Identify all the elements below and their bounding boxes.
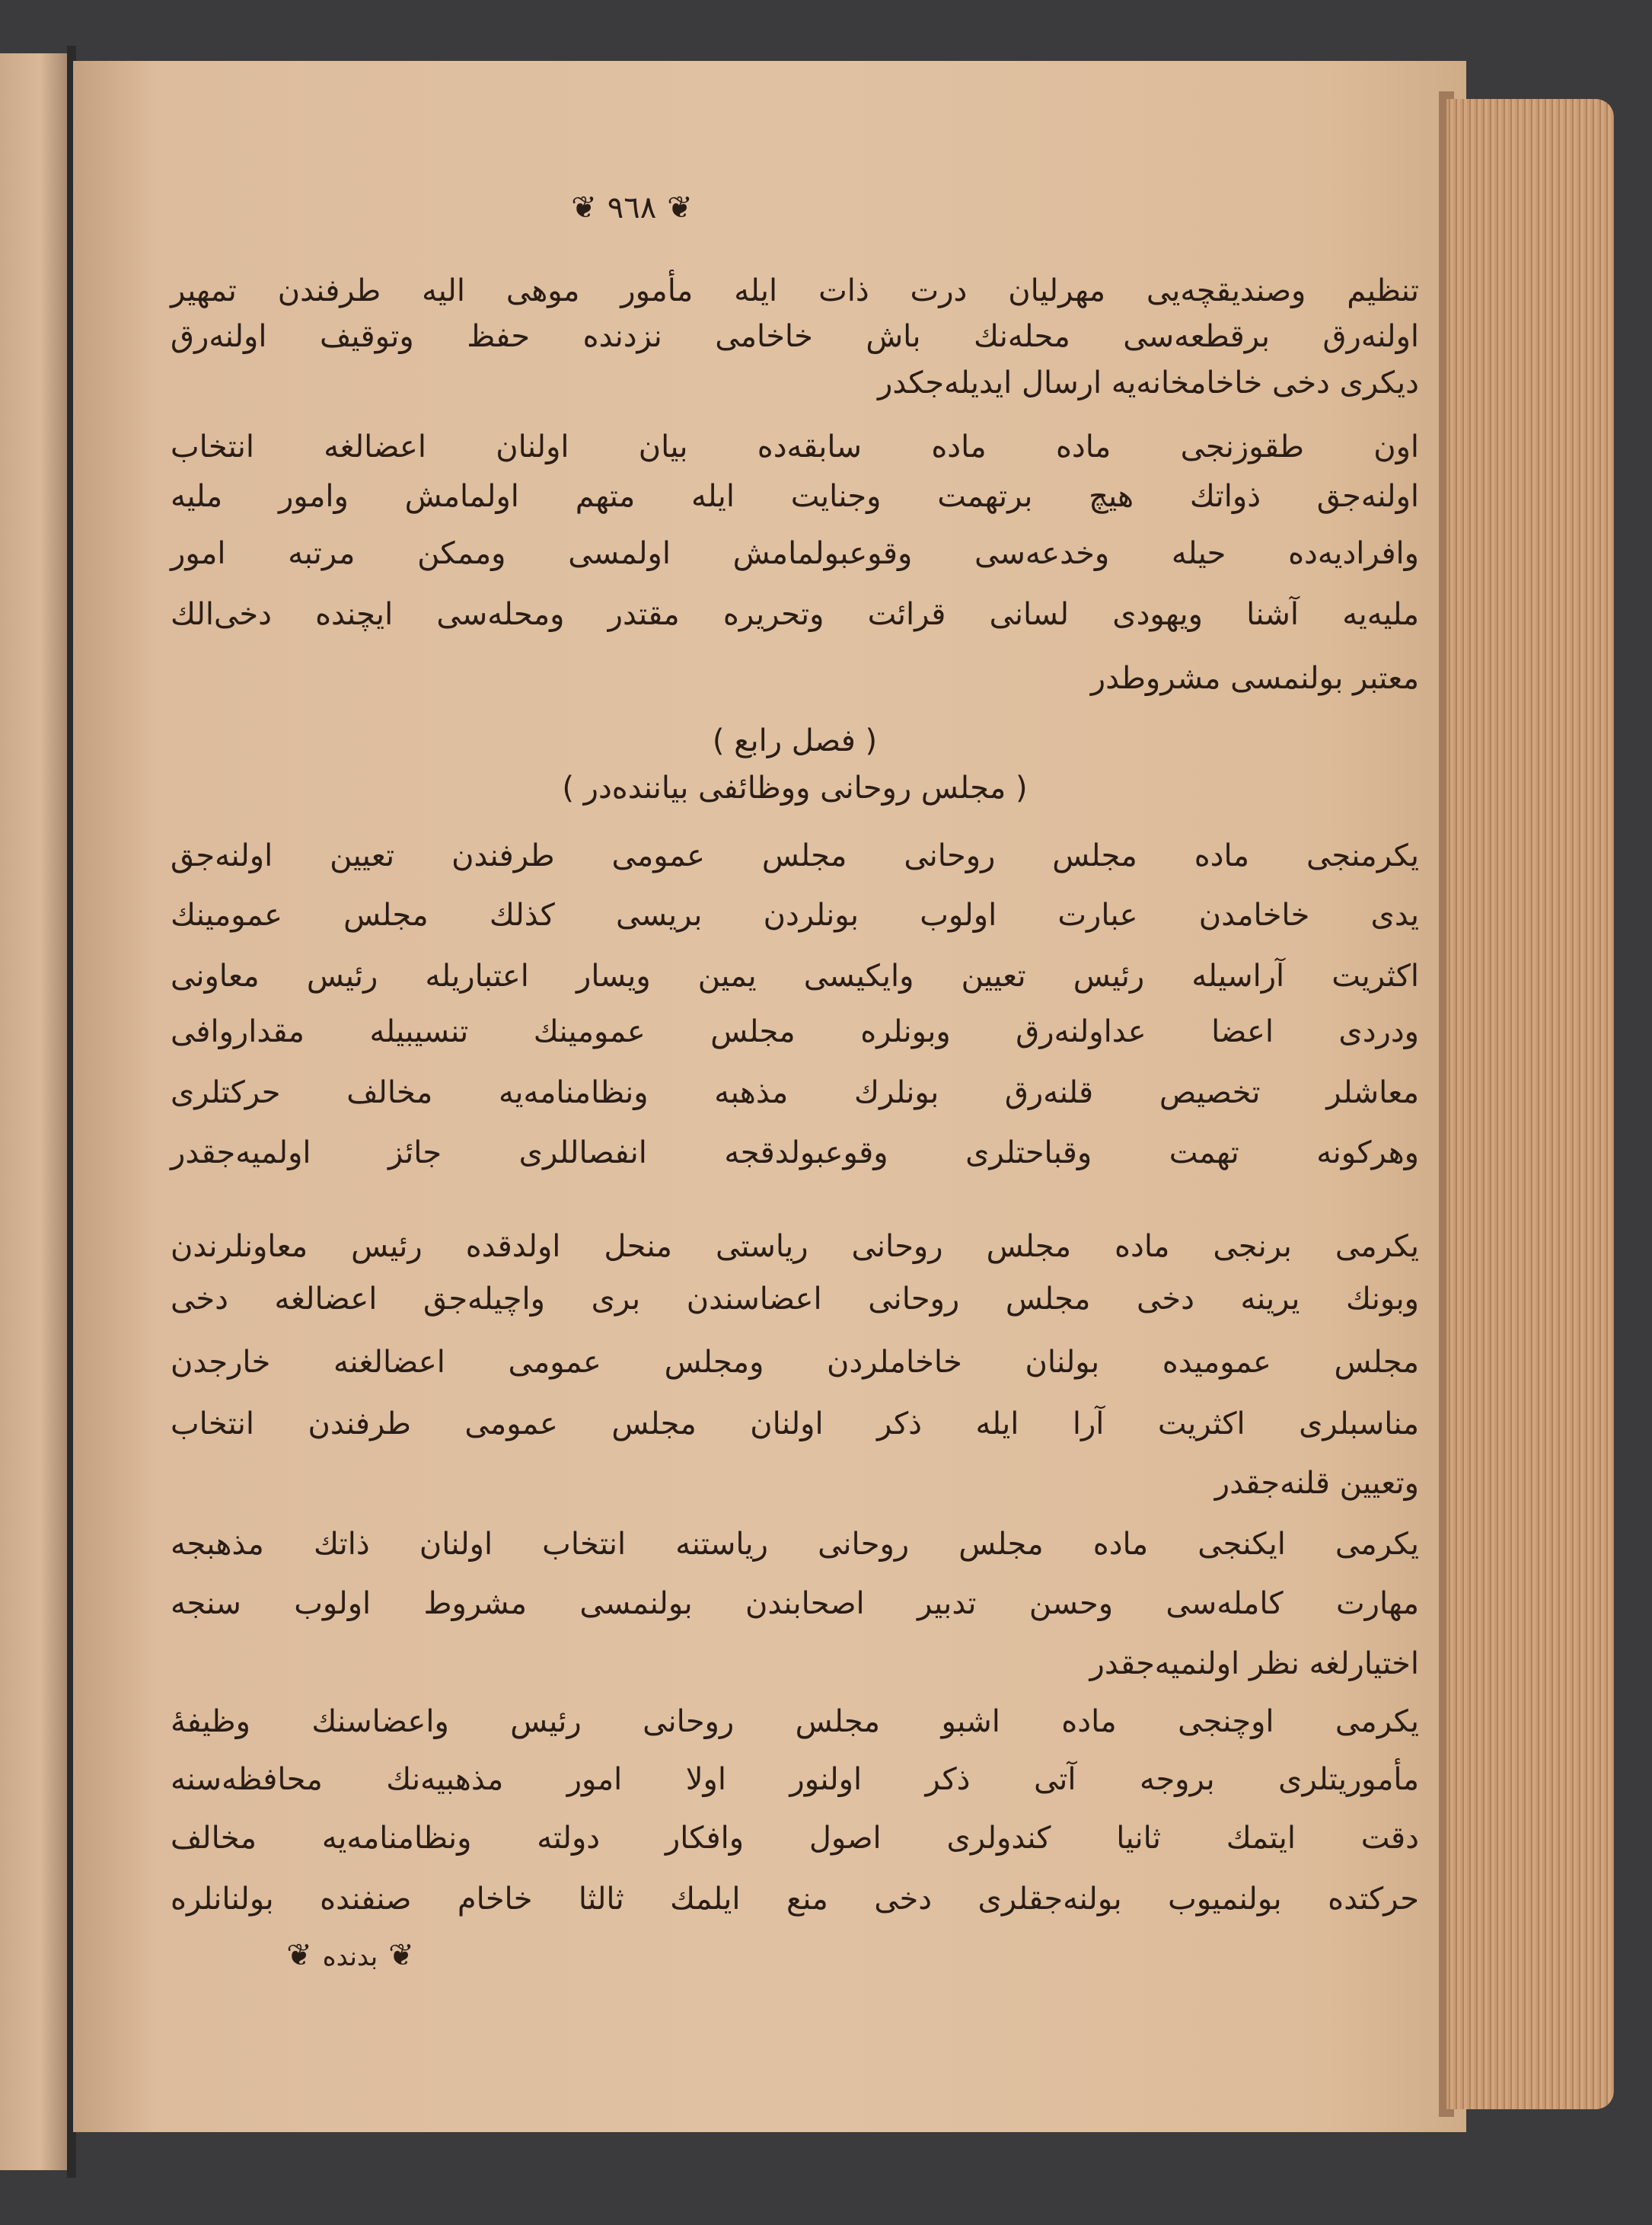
text-line: یکرمی برنجی ماده مجلس روحانی ریاستی منحل اولدقده رئیس معاونلرندن bbox=[171, 1229, 1419, 1264]
ornament-icon: ❦ bbox=[667, 190, 693, 225]
text-line: اون طقوزنجی ماده ماده سابقه‌ده بیان اولنان اعضالغه انتخاب bbox=[171, 429, 1419, 464]
text-line: دیکری دخی خاخامخانه‌یه ارسال ایدیله‌جکدر bbox=[878, 366, 1419, 401]
text-line: وبونك یرینه دخی مجلس روحانی اعضاسندن بری واچیله‌جق اعضالغه دخی bbox=[171, 1282, 1419, 1317]
chapter-heading: ( فصل رابع ) bbox=[712, 723, 878, 758]
text-line: دقت ایتمك ثانیا کندولری اصول وافکار دولته ونظامنامه‌یه مخالف bbox=[171, 1821, 1419, 1856]
page-stack-edges bbox=[1446, 99, 1614, 2109]
facing-page-edge bbox=[0, 53, 67, 2170]
text-line: مجلس عمومیده بولنان خاخاملردن ومجلس عمومی اعضالغنه خارجدن bbox=[171, 1345, 1419, 1380]
text-line: یکرمی اوچنجی ماده اشبو مجلس روحانی رئیس واعضاسنك وظیفهٔ bbox=[171, 1704, 1419, 1739]
text-line: اکثریت آراسیله رئیس تعیین وایکیسی یمین ویسار اعتباریله رئیس معاونی bbox=[171, 959, 1419, 994]
ornament-icon: ❦ bbox=[286, 1938, 312, 1973]
ornament-icon: ❦ bbox=[388, 1938, 414, 1973]
text-line: اختیارلغه نظر اولنمیه‌جقدر bbox=[1089, 1646, 1419, 1681]
text-line: یکرمنجی ماده مجلس روحانی مجلس عمومی طرفندن تعیین اولنه‌جق bbox=[171, 838, 1419, 873]
text-line: مأموریتلری بروجه آتی ذکر اولنور اولا امور مذهبیه‌نك محافظه‌سنه bbox=[171, 1762, 1419, 1797]
text-line: اولنه‌رق برقطعه‌سی محله‌نك باش خاخامی نزدنده حفظ وتوقیف اولنه‌رق bbox=[171, 319, 1419, 354]
catchword-footer bbox=[251, 1938, 449, 1973]
text-line: وهرکونه تهمت وقباحتلری وقوعبولدقجه انفصاللری جائز اولمیه‌جقدر bbox=[171, 1135, 1419, 1170]
text-line: تنظیم وصندیقچه‌یی مهرلیان درت ذات ایله مأمور موهی الیه طرفندن تمهیر bbox=[171, 273, 1419, 308]
text-line: حرکتده بولنمیوب بولنه‌جقلری دخی منع ایلمك ثالثا خاخام صنفنده بولنانلره bbox=[171, 1882, 1419, 1917]
text-line: مهارت کامله‌سی وحسن تدبیر اصحابندن بولنمسی مشروط اولوب سنجه bbox=[171, 1586, 1419, 1621]
text-line: معاشلر تخصیص قلنه‌رق بونلرك مذهبه ونظامنامه‌یه مخالف حرکتلری bbox=[171, 1075, 1419, 1110]
text-line: ودردی اعضا عداولنه‌رق وبونلره مجلس عمومینك تنسیبیله مقداروافی bbox=[171, 1014, 1419, 1049]
ornament-icon: ❦ bbox=[571, 190, 597, 225]
text-line: یکرمی ایکنجی ماده مجلس روحانی ریاستنه انتخاب اولنان ذاتك مذهبجه bbox=[171, 1527, 1419, 1562]
page-number: ٩٦٨ bbox=[607, 190, 657, 225]
text-line: یدی خاخامدن عبارت اولوب بونلردن بریسی کذلك مجلس عمومینك bbox=[171, 898, 1419, 933]
text-line: اولنه‌جق ذواتك هیچ برتهمت وجنایت ایله متهم اولمامش وامور ملیه bbox=[171, 479, 1419, 514]
text-line: وتعیین قلنه‌جقدر bbox=[1214, 1466, 1419, 1501]
catchword: بدنده bbox=[322, 1942, 378, 1972]
text-line: ملیه‌یه آشنا ویهودی لسانی قرائت وتحریره مقتدر ومحله‌سی ایچنده دخی‌الك bbox=[171, 597, 1419, 632]
text-line: مناسبلری اکثریت آرا ایله ذکر اولنان مجلس عمومی طرفندن انتخاب bbox=[171, 1406, 1419, 1441]
text-line: وافرادیه‌ده حیله وخدعه‌سی وقوعبولمامش اولمسی وممکن مرتبه امور bbox=[171, 536, 1419, 571]
chapter-subheading: ( مجلس روحانی ووظائفی بیاننده‌در ) bbox=[562, 771, 1028, 806]
page-header bbox=[533, 190, 731, 225]
text-line: معتبر بولنمسی مشروطدر bbox=[1090, 661, 1419, 696]
